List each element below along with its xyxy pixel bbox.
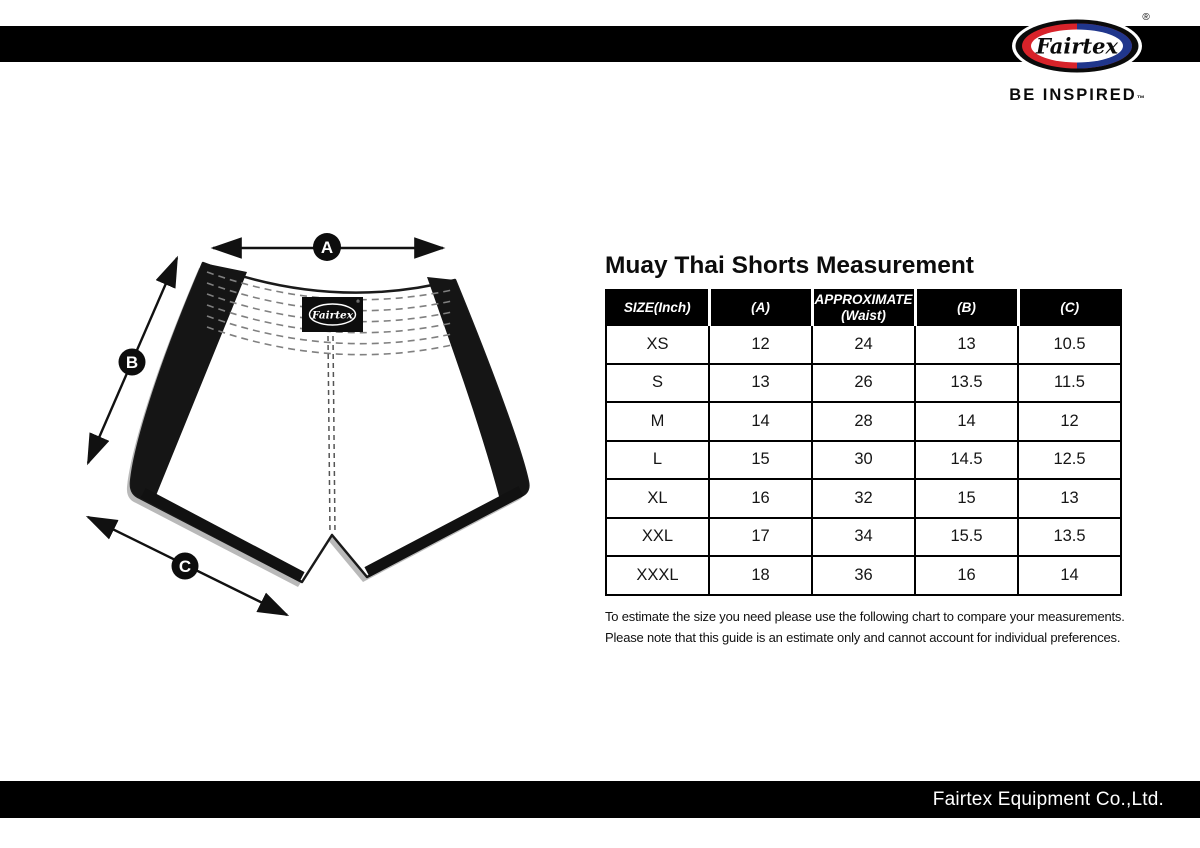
arrow-a-label: A	[320, 238, 334, 257]
arrow-c-label: C	[178, 557, 192, 576]
brand-tagline: BE INSPIRED™	[1009, 86, 1145, 104]
waist-label-text: Fairtex	[312, 309, 353, 322]
col-c: (C)	[1018, 290, 1121, 325]
sizing-note-line2: Please note that this guide is an estimate only and cannot account for individual preferences.	[605, 629, 1121, 645]
table-row-xxxl: XXXL 18 36 16 14	[606, 556, 1121, 595]
waist-label-registered: ®	[356, 299, 360, 304]
table-row-xl: XL 16 32 15 13	[606, 479, 1121, 518]
table-row-m: M 14 28 14 12	[606, 402, 1121, 441]
size-table-header-row	[606, 290, 1121, 325]
col-size: SIZE(Inch)	[606, 290, 709, 325]
brand-name-script: Fairtex	[1036, 33, 1118, 59]
sizing-note	[605, 606, 1125, 648]
registered-mark: ®	[1142, 12, 1150, 23]
size-table	[605, 289, 1122, 596]
footer-company: Fairtex Equipment Co.,Ltd.	[932, 789, 1164, 810]
brand-logo	[1000, 5, 1180, 110]
page-title: Muay Thai Shorts Measurement	[605, 252, 974, 279]
size-chart-section	[605, 252, 1125, 648]
table-row-s: S 13 26 13.5 11.5	[606, 364, 1121, 403]
shorts-diagram	[60, 200, 580, 640]
waist-label	[302, 297, 363, 332]
col-waist: APPROXIMATE (Waist)	[812, 290, 915, 325]
footer-bar	[0, 781, 1200, 818]
table-row-xxl: XXL 17 34 15.5 13.5	[606, 518, 1121, 557]
table-row-l: L 15 30 14.5 12.5	[606, 441, 1121, 480]
fairtex-oval-logo-icon	[1000, 5, 1180, 110]
sizing-note-line1: To estimate the size you need please use the following chart to compare your measurements.	[605, 608, 1125, 624]
arrow-b-label: B	[125, 353, 139, 372]
col-a: (A)	[709, 290, 812, 325]
table-row-xs: XS 12 24 13 10.5	[606, 325, 1121, 364]
col-b: (B)	[915, 290, 1018, 325]
